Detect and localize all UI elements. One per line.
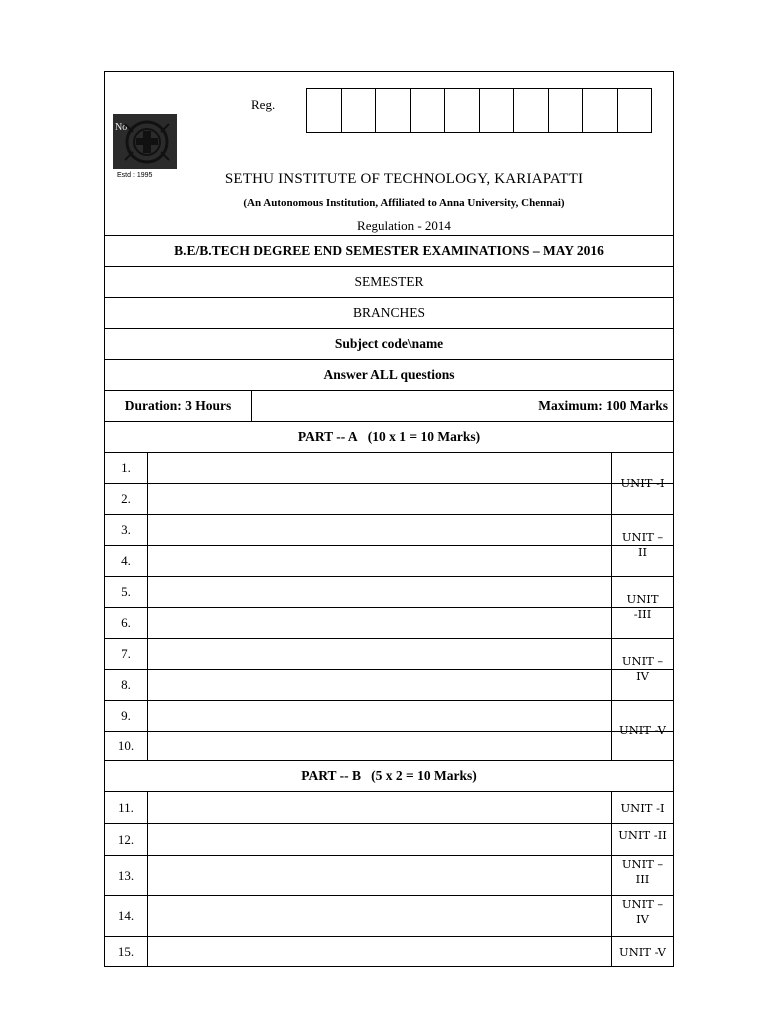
- question-number: 2.: [105, 484, 148, 514]
- answer-space[interactable]: [147, 670, 612, 700]
- question-number: 1.: [105, 453, 148, 483]
- unit-label: UNIT – IV: [621, 654, 664, 683]
- semester-label: SEMESTER: [354, 274, 424, 289]
- unit-label: UNIT -III: [626, 592, 659, 621]
- question-number: 3.: [105, 515, 148, 545]
- unit-label: UNIT -I: [620, 800, 665, 815]
- unit-divider: [612, 576, 673, 577]
- question-row: [105, 936, 673, 967]
- reg-number-boxes: [306, 88, 652, 133]
- answer-space[interactable]: [147, 732, 612, 760]
- duration-row: [105, 390, 673, 421]
- reg-digit-box[interactable]: [582, 88, 618, 133]
- question-row: [105, 638, 673, 669]
- part-b-marks: (5 x 2 = 10 Marks): [371, 768, 477, 783]
- reg-digit-box[interactable]: [410, 88, 446, 133]
- branches-row: [105, 297, 673, 328]
- question-number: 13.: [105, 856, 148, 895]
- question-row: [105, 855, 673, 895]
- reg-digit-box[interactable]: [548, 88, 584, 133]
- answer-space[interactable]: [147, 639, 612, 669]
- question-row: [105, 791, 673, 823]
- answer-space[interactable]: [147, 824, 612, 855]
- question-number: 10.: [105, 732, 148, 760]
- unit-label: UNIT – III: [621, 857, 664, 886]
- unit-divider: [612, 514, 673, 515]
- question-row: [105, 607, 673, 638]
- subject-row: [105, 328, 673, 359]
- question-row: [105, 731, 673, 760]
- answer-space[interactable]: [147, 577, 612, 607]
- question-row: [105, 895, 673, 936]
- reg-digit-box[interactable]: [513, 88, 549, 133]
- question-row: [105, 483, 673, 514]
- branches-label: BRANCHES: [352, 305, 425, 320]
- regulation-line: Regulation - 2014: [357, 218, 451, 233]
- reg-digit-box[interactable]: [444, 88, 480, 133]
- max-marks-label: Maximum: 100 Marks: [538, 398, 668, 413]
- unit-label: UNIT -II: [618, 827, 667, 842]
- answer-space[interactable]: [147, 453, 612, 483]
- question-number: 4.: [105, 546, 148, 576]
- answer-space[interactable]: [147, 701, 612, 731]
- unit-label: UNIT – IV: [621, 897, 664, 926]
- question-number: 7.: [105, 639, 148, 669]
- unit-divider: [612, 638, 673, 639]
- question-row: [105, 700, 673, 731]
- part-b-header: [105, 760, 673, 791]
- established-year: Estd : 1995: [117, 172, 153, 179]
- question-number: 9.: [105, 701, 148, 731]
- institution-subtitle: (An Autonomous Institution, Affiliated to Anna University, Chennai): [243, 197, 565, 209]
- reg-digit-box[interactable]: [617, 88, 653, 133]
- answer-space[interactable]: [147, 484, 612, 514]
- semester-row: [105, 266, 673, 297]
- instruction-row: [105, 359, 673, 390]
- unit-label: UNIT – II: [621, 530, 664, 559]
- reg-digit-box[interactable]: [479, 88, 515, 133]
- unit-divider: [612, 700, 673, 701]
- part-a-marks: (10 x 1 = 10 Marks): [367, 429, 481, 444]
- exam-title: B.E/B.TECH DEGREE END SEMESTER EXAMINATIONS – MAY 2016: [174, 243, 604, 258]
- answer-space[interactable]: [147, 856, 612, 895]
- question-row: [105, 545, 673, 576]
- exam-title-row: [105, 235, 673, 266]
- unit-label: UNIT -V: [619, 945, 666, 959]
- question-row: [105, 576, 673, 607]
- answer-space[interactable]: [147, 608, 612, 638]
- part-b-title: PART -- B: [301, 768, 362, 783]
- institution-name: SETHU INSTITUTE OF TECHNOLOGY, KARIAPATTI: [224, 171, 584, 187]
- unit-label: UNIT -V: [619, 722, 666, 737]
- question-number: 8.: [105, 670, 148, 700]
- logo-text: No: [115, 122, 128, 133]
- question-number: 12.: [105, 824, 148, 855]
- question-row: [105, 823, 673, 855]
- question-number: 14.: [105, 896, 148, 936]
- answer-space[interactable]: [147, 896, 612, 936]
- question-number: 15.: [105, 937, 148, 967]
- question-number: 11.: [105, 792, 148, 823]
- reg-digit-box[interactable]: [375, 88, 411, 133]
- duration-label: Duration: 3 Hours: [105, 391, 252, 421]
- reg-label: Reg.: [251, 97, 276, 112]
- answer-space[interactable]: [147, 546, 612, 576]
- question-number: 5.: [105, 577, 148, 607]
- unit-label: UNIT -I: [620, 475, 665, 490]
- reg-digit-box[interactable]: [341, 88, 377, 133]
- answer-space[interactable]: [147, 515, 612, 545]
- subject-label: Subject code\name: [334, 336, 444, 351]
- question-row: [105, 452, 673, 483]
- instruction-label: Answer ALL questions: [323, 367, 455, 382]
- question-row: [105, 669, 673, 700]
- question-row: [105, 514, 673, 545]
- answer-space[interactable]: [147, 937, 612, 967]
- question-number: 6.: [105, 608, 148, 638]
- part-a-title: PART -- A: [297, 429, 358, 444]
- reg-digit-box[interactable]: [306, 88, 342, 133]
- institution-logo-icon: [113, 114, 177, 169]
- question-paper: [104, 71, 674, 967]
- answer-space[interactable]: [147, 792, 612, 823]
- part-a-header: [105, 421, 673, 452]
